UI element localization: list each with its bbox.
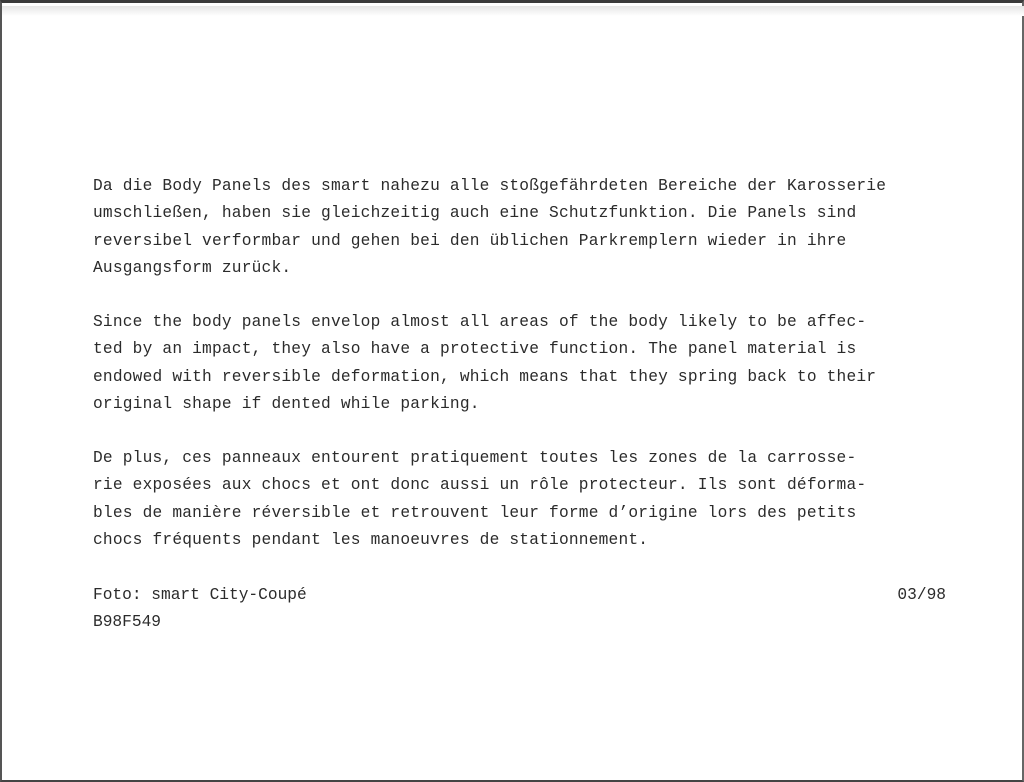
- text-line: umschließen, haben sie gleichzeitig auch eine Schutzfunktion. Die Panels sind: [93, 204, 857, 223]
- scan-shadow: [2, 6, 1024, 16]
- paragraph-french: [93, 445, 946, 554]
- date-label: 03/98: [897, 586, 946, 604]
- text-line: chocs fréquents pendant les manoeuvres de stationnement.: [93, 530, 649, 549]
- text-line: ted by an impact, they also have a protective function. The panel material is: [93, 340, 857, 359]
- paragraph-english: [93, 309, 946, 418]
- text-line: reversibel verformbar und gehen bei den üblichen Parkremplern wieder in ihre: [93, 231, 847, 250]
- paragraph-german: [93, 173, 946, 282]
- text-line: rie exposées aux chocs et ont donc aussi un rôle protecteur. Ils sont déforma-: [93, 476, 867, 495]
- text-line: endowed with reversible deformation, which means that they spring back to their: [93, 367, 877, 386]
- reference-code: B98F549: [93, 613, 161, 631]
- text-line: bles de manière réversible et retrouvent leur forme d’origine lors des petits: [93, 503, 857, 522]
- text-line: Ausgangsform zurück.: [93, 258, 292, 277]
- text-line: Since the body panels envelop almost all areas of the body likely to be affec-: [93, 313, 867, 331]
- photo-caption: Foto: smart City-Coupé: [93, 586, 307, 604]
- text-line: original shape if dented while parking.: [93, 394, 480, 413]
- text-line: Da die Body Panels des smart nahezu alle stoßgefährdeten Bereiche der Karosserie: [93, 177, 887, 195]
- text-line: De plus, ces panneaux entourent pratiquement toutes les zones de la carrosse-: [93, 449, 857, 467]
